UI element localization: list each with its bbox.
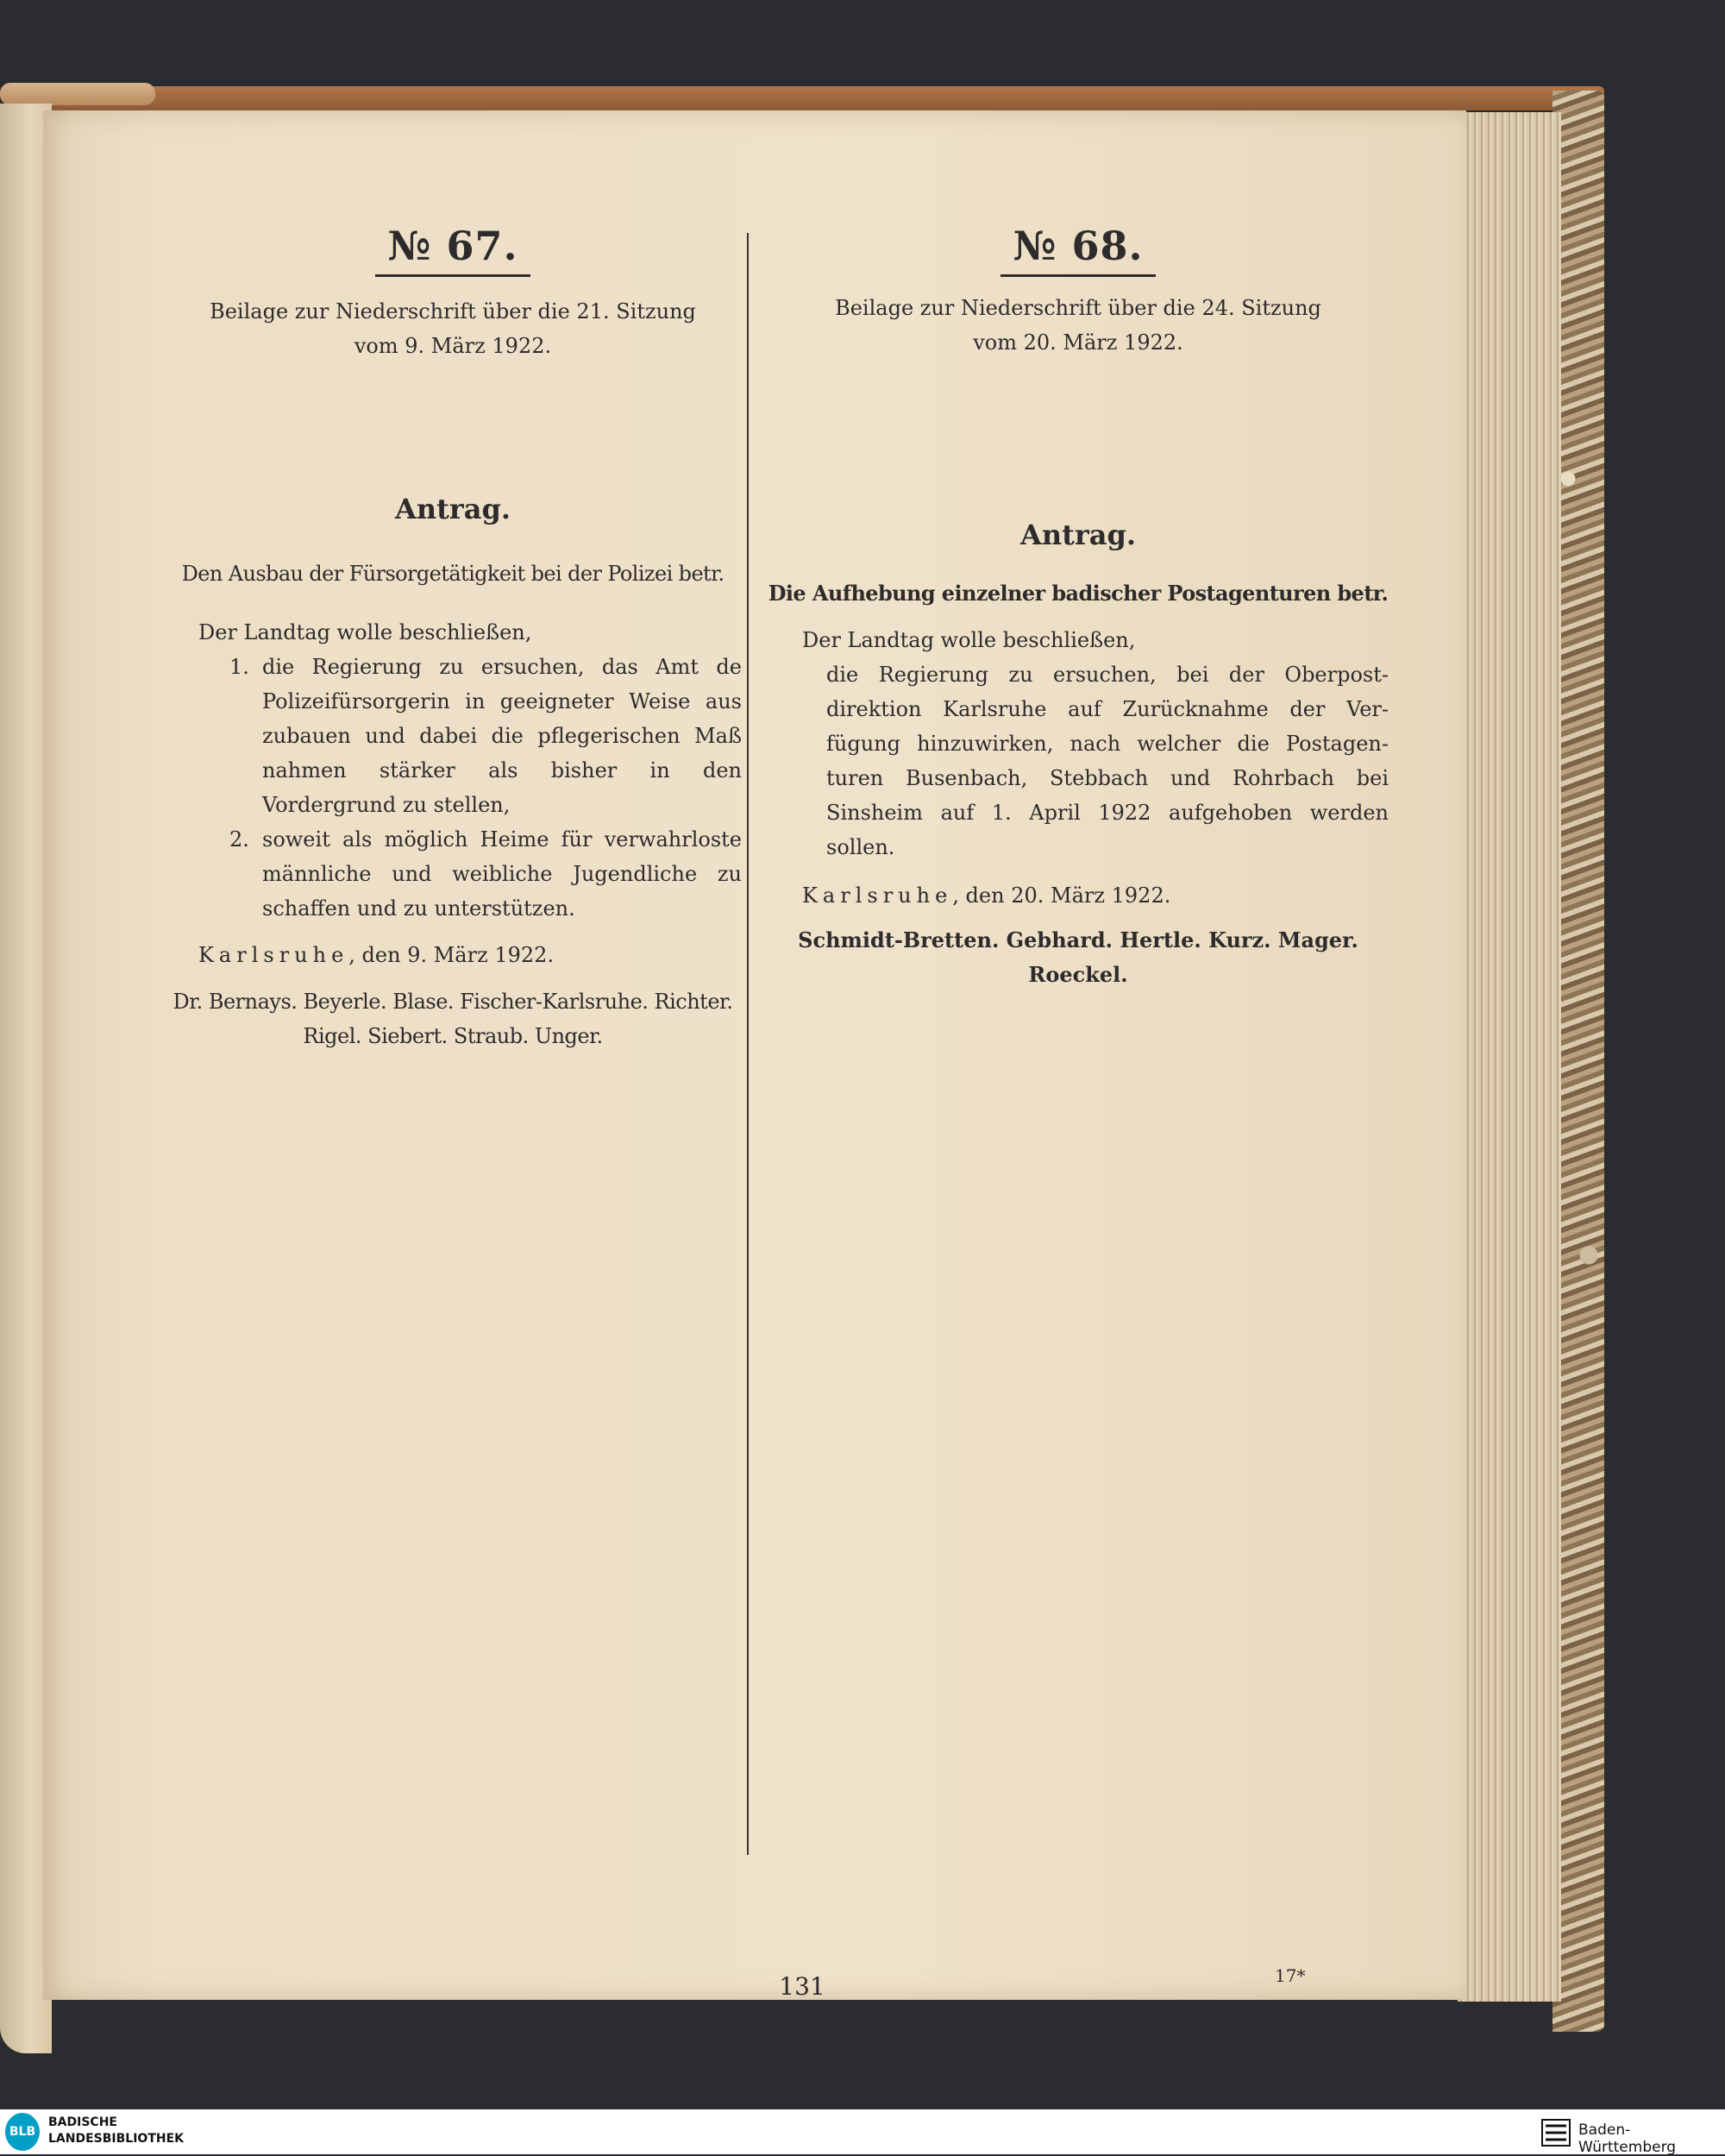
bookmark-ribbon: [0, 83, 155, 105]
item-text: soweit als möglich Heime für verwahrloste männliche und weibliche Jugendliche zu schaffen und zu unterstützen.: [262, 827, 742, 921]
book-page: [43, 110, 1466, 2000]
library-name[interactable]: [48, 2115, 184, 2147]
betreff-line: Die Aufhebung einzelner badischer Postagenturen betr.: [768, 581, 1389, 606]
beilage-line: Beilage zur Niederschrift über die 24. Sitzung: [835, 296, 1321, 320]
item-text: die Regierung zu ersuchen, das Amt de Polizeifürsorgerin in geeigneter Weise aus zubauen und dabei die pflegerischen Maß nahmen stärker als bisher in den Vordergrund zu stellen,: [262, 655, 742, 817]
place-date: [768, 878, 1389, 913]
page-stack-edge: [1458, 112, 1561, 2002]
document-number: № 68.: [768, 223, 1389, 277]
signature-mark: 17*: [1275, 1965, 1306, 1986]
state-coat-of-arms-icon: [1540, 2118, 1571, 2147]
signatory-line: Schmidt-Bretten. Gebhard. Hertle. Kurz. Mager.: [798, 927, 1358, 952]
library-name-line: LANDESBIBLIOTHEK: [48, 2132, 185, 2146]
beilage-note: [768, 291, 1389, 360]
signatory-line: Rigel. Siebert. Straub. Unger.: [303, 1024, 603, 1048]
signatories: [164, 984, 742, 1053]
resolution-intro: Der Landtag wolle beschließen,: [198, 620, 532, 644]
place: Karlsruhe: [198, 943, 349, 967]
book-cover-edge: [26, 86, 1604, 110]
date: , den 9. März 1922.: [348, 943, 555, 967]
antrag-heading: Antrag.: [395, 493, 511, 525]
blb-logo-icon[interactable]: BLB: [5, 2113, 40, 2151]
antrag-heading: Antrag.: [1020, 519, 1136, 551]
beilage-note: [164, 294, 742, 363]
beilage-date: vom 20. März 1922.: [973, 330, 1183, 355]
resolution-item: [229, 822, 742, 926]
document-67: [164, 223, 742, 1053]
resolution-item: [229, 650, 742, 822]
item-number: 2.: [229, 827, 249, 852]
state-name[interactable]: Baden-Württemberg: [1578, 2121, 1677, 2156]
column-divider: [747, 233, 749, 1855]
resolution-items: [164, 650, 742, 926]
place-date: [164, 938, 742, 972]
signatories: [768, 923, 1389, 992]
resolution-intro: Der Landtag wolle beschließen,: [802, 628, 1136, 652]
document-68: [768, 223, 1389, 992]
place: Karlsruhe: [802, 883, 953, 908]
beilage-date: vom 9. März 1922.: [354, 334, 552, 358]
signatory-line: Dr. Bernays. Beyerle. Blase. Fischer-Karlsruhe. Richter.: [172, 990, 733, 1014]
viewer-footer: [0, 2109, 1725, 2154]
library-name-line: BADISCHE: [48, 2115, 117, 2129]
page-number: 131: [779, 1972, 825, 2001]
signatory-line: Roeckel.: [1028, 962, 1128, 987]
beilage-line: Beilage zur Niederschrift über die 21. Sitzung: [210, 299, 696, 324]
date: , den 20. März 1922.: [952, 883, 1171, 908]
betreff-line: Den Ausbau der Fürsorgetätigkeit bei der Polizei betr.: [181, 562, 724, 586]
item-number: 1.: [229, 655, 249, 679]
document-number: № 67.: [164, 223, 742, 277]
resolution-body: die Regierung zu ersuchen, bei der Oberpost-direktion Karlsruhe auf Zurücknahme der Ver-fügung hinzuwirken, nach welcher die Postagen-turen Busenbach, Stebbach und Rohrbach bei Sinsheim auf 1. April 1922 aufgehoben werden sollen.: [826, 663, 1389, 859]
